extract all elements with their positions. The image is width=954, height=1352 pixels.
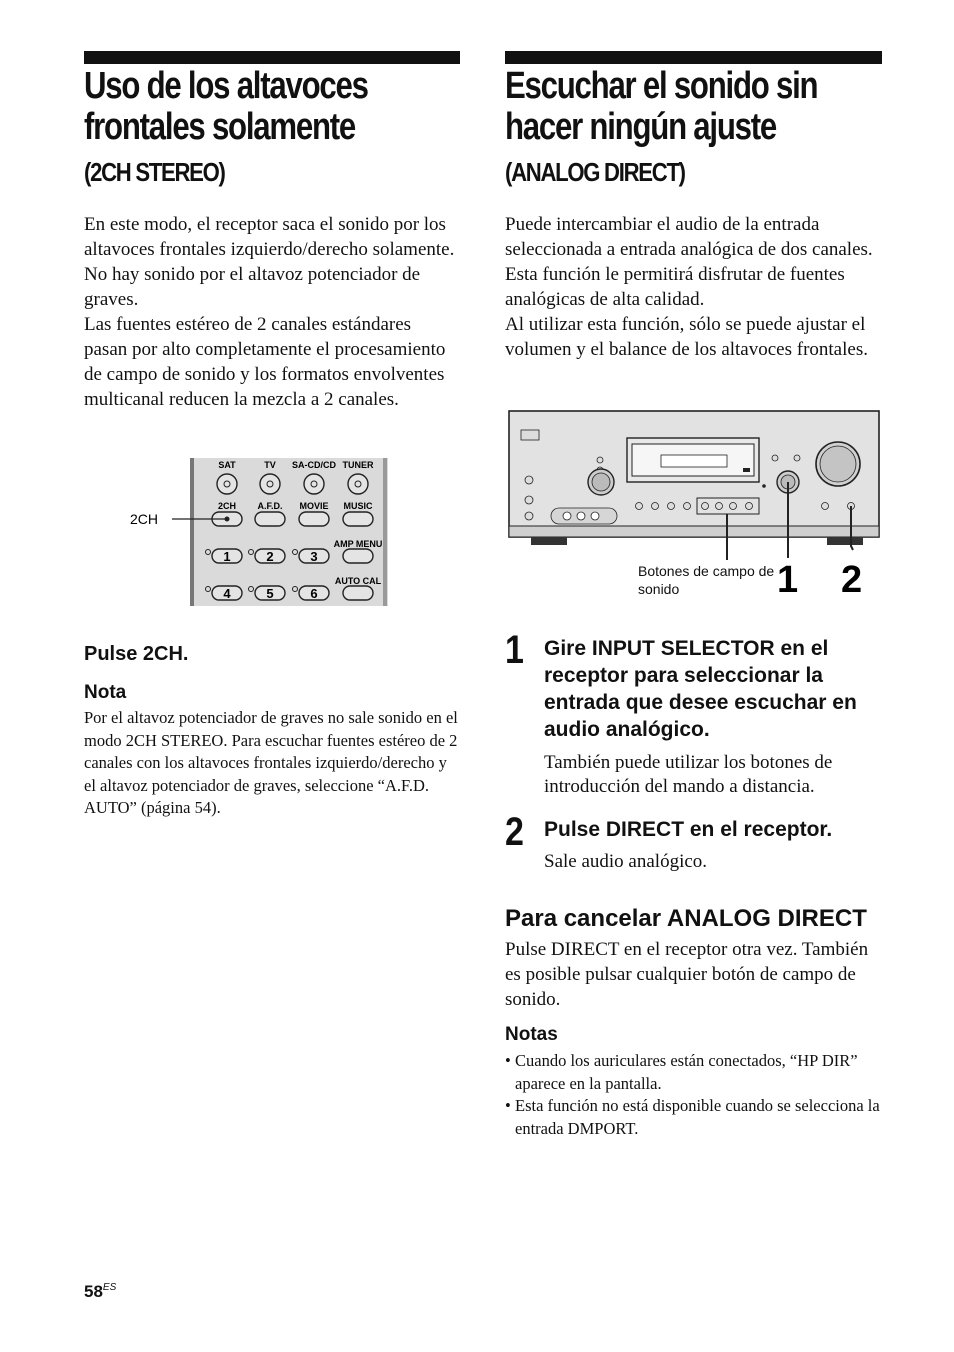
remote-label-sacd: SA-CD/CD [292,460,336,470]
right-subtitle: (ANALOG DIRECT) [505,157,685,187]
left-title-line1: Uso de los altavoces [84,65,368,107]
receiver-callout-2: 2 [841,559,863,598]
remote-num-5: 5 [266,586,274,601]
remote-callout-2ch: 2CH [130,511,159,527]
remote-tuner-button[interactable] [348,474,368,494]
left-nota-text: Por el altavoz potenciador de graves no sale sonido en el modo 2CH STEREO. Para escuchar fuentes estéreo de 2 canales con los altavoces frontales izquierdo/derecho y el altavoz potenciador de graves, seleccione “A.F.D. AUTO” (página 54). [84,708,458,817]
notas-heading: Notas [505,1024,558,1045]
remote-label-sat: SAT [218,460,236,470]
remote-illustration [128,452,388,612]
left-para2: Las fuentes estéreo de 2 canales estándares pasan por alto completamente el procesamiento de campo de sonido y los formatos envolventes multicanal reducen la mezcla a 2 canales. [84,314,446,410]
remote-num-6: 6 [310,586,318,601]
remote-label-afd: A.F.D. [257,501,283,511]
right-para2: Al utilizar esta función, sólo se puede ajustar el volumen y el balance de los altavoces frontales. [505,314,868,360]
remote-sat-button[interactable] [217,474,237,494]
remote-label-music: MUSIC [343,501,373,511]
remote-num-4: 4 [223,586,231,601]
remote-label-tuner: TUNER [342,460,374,470]
left-subtitle: (2CH STEREO) [84,157,225,187]
remote-music-button[interactable] [343,512,373,526]
remote-label-2ch: 2CH [217,501,237,511]
remote-auto-cal-button[interactable] [343,586,373,600]
remote-tv-button[interactable] [260,474,280,494]
step1-number: 1 [505,628,524,672]
left-para1: En este modo, el receptor saca el sonido por los altavoces frontales izquierdo/derecho solamente. No hay sonido por el altavoz potenciador de graves. [84,214,455,310]
receiver-callout-1: 1 [777,559,799,598]
remote-num-3: 3 [310,549,318,564]
step2-title: Pulse DIRECT en el receptor. [544,818,833,841]
remote-afd-button[interactable] [255,512,285,526]
page-number [84,1282,116,1302]
right-intro [505,212,882,362]
remote-label-amp-menu: AMP MENU [333,539,383,549]
step1-body: También puede utilizar los botones de introducción del mando a distancia. [544,752,833,797]
receiver-callout-label: Botones de campo de sonido [638,563,775,597]
left-intro [84,212,456,412]
step2-number: 2 [505,810,524,854]
remote-label-movie: MOVIE [299,501,329,511]
notas-item-1: • Cuando los auriculares están conectados, “HP DIR” aparece en la pantalla. [505,1050,882,1095]
remote-movie-button[interactable] [299,512,329,526]
right-para1: Puede intercambiar el audio de la entrada seleccionada a entrada analógica de dos canales. Esta función le permitirá disfrutar de fuentes analógicas de alta calidad. [505,214,873,310]
remote-label-auto-cal: AUTO CAL [334,576,382,586]
right-title-line2: hacer ningún ajuste [505,106,776,148]
left-title-bar [84,51,460,64]
left-nota-heading: Nota [84,682,127,703]
right-title-line1: Escuchar el sonido sin [505,65,818,107]
remote-num-1: 1 [223,549,231,564]
step2-body: Sale audio analógico. [544,851,708,872]
power-button[interactable] [521,430,539,440]
remote-num-2: 2 [266,549,274,564]
cancel-heading: Para cancelar ANALOG DIRECT [505,905,867,932]
page-number-value: 58 [84,1282,103,1301]
cancel-body: Pulse DIRECT en el receptor otra vez. También es posible pulsar cualquier botón de campo de sonido. [505,939,869,1010]
notas-item-2: • Esta función no está disponible cuando se selecciona la entrada DMPORT. [505,1095,882,1140]
left-title-line2: frontales solamente [84,106,356,148]
remote-amp-menu-button[interactable] [343,549,373,563]
step1-title: Gire INPUT SELECTOR en el receptor para seleccionar la entrada que desee escuchar en audio analógico. [544,637,857,741]
left-action-heading: Pulse 2CH. [84,643,189,665]
right-title-bar [505,51,882,64]
remote-sacd-button[interactable] [304,474,324,494]
remote-label-tv: TV [264,460,276,470]
page-number-suffix: ES [102,1282,117,1293]
notas-list [505,1050,882,1140]
